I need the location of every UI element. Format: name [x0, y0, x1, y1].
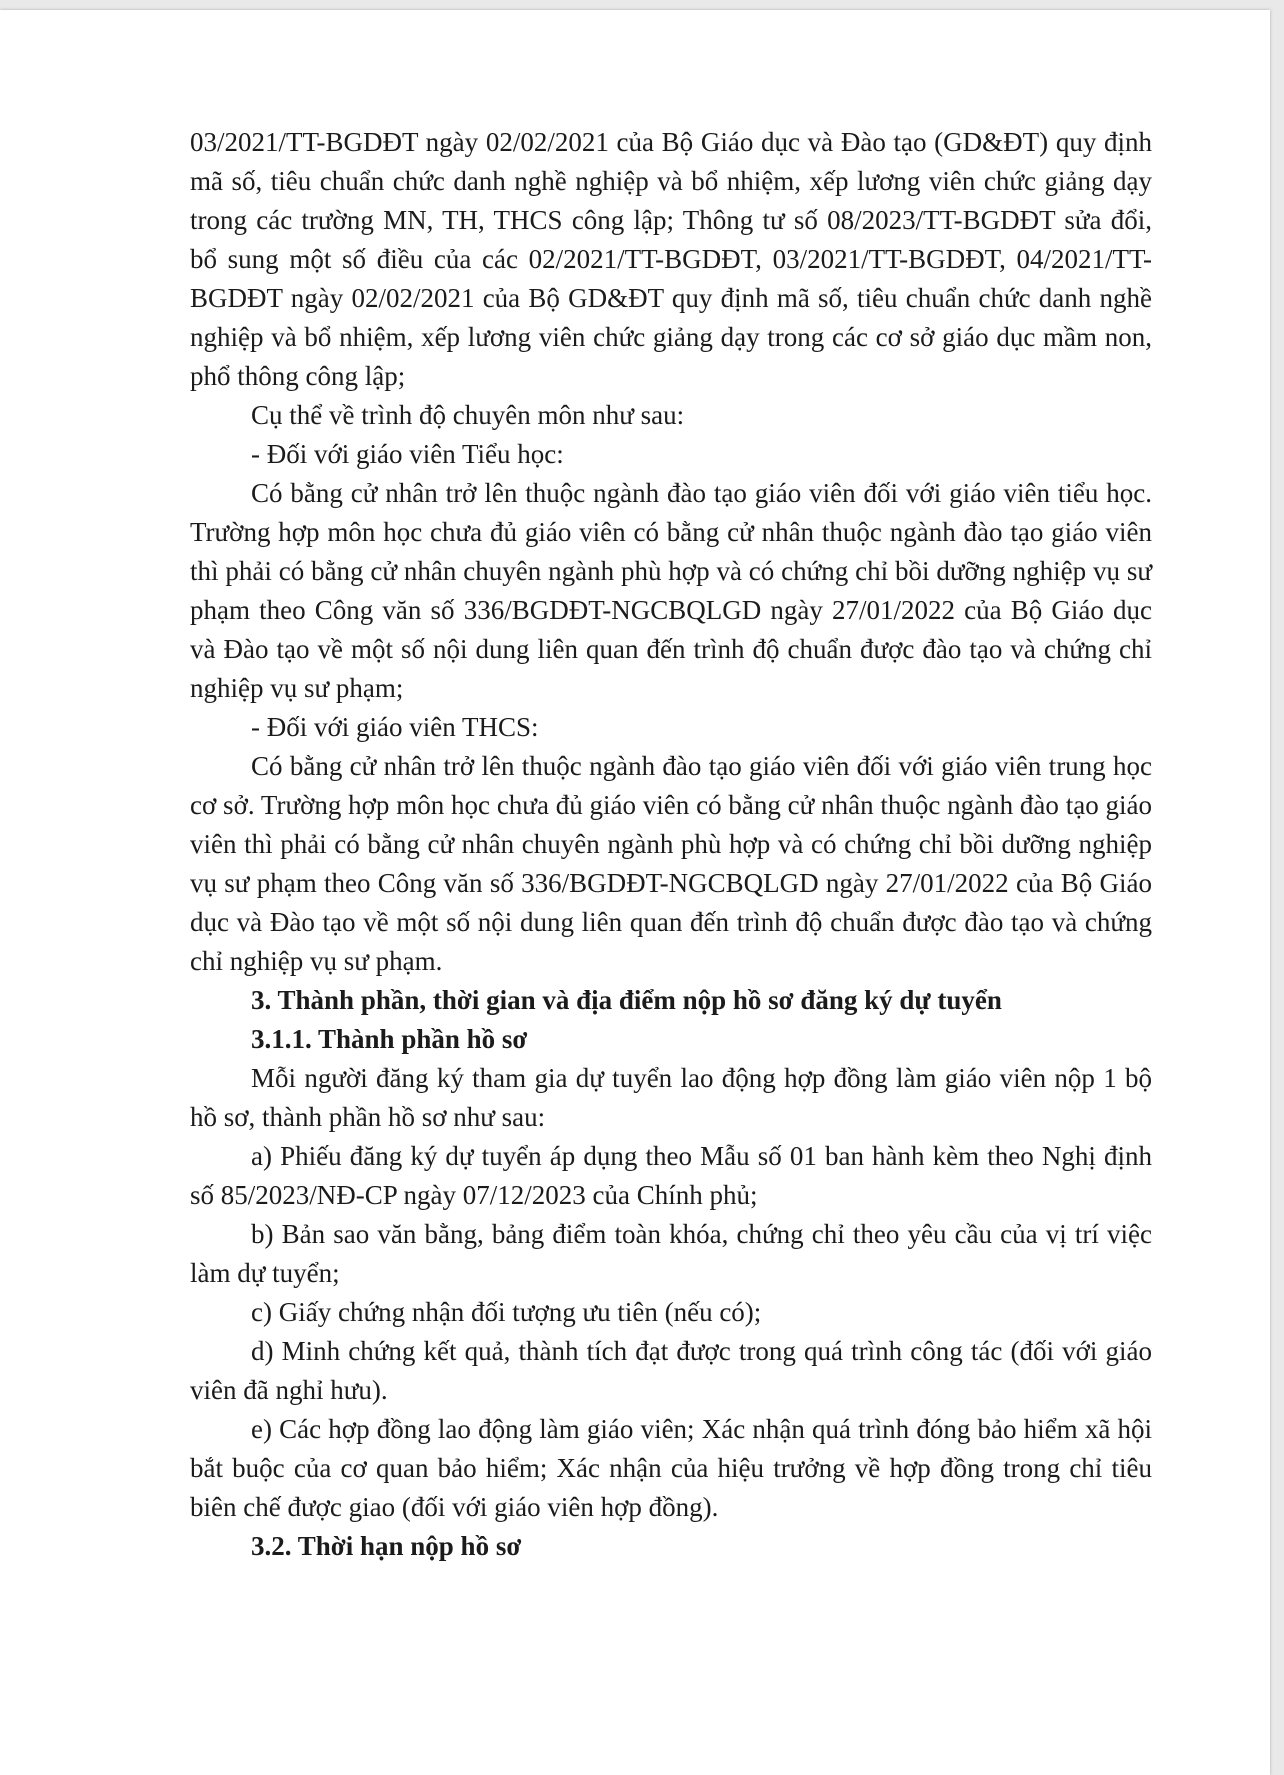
- paragraph-secondary-teacher-requirement: Có bằng cử nhân trở lên thuộc ngành đào tạo giáo viên đối với giáo viên trung học cơ sở. Trường hợp môn học chưa đủ giáo viên có bằng cử nhân thuộc ngành đào tạo giáo viên thì phải có bằng cử nhân chuyên ngành phù hợp và có chứng chỉ bồi dưỡng nghiệp vụ sư phạm theo Công văn số 336/BGDĐT-NGCBQLGD ngày 27/01/2022 của Bộ Giáo dục và Đào tạo về một số nội dung liên quan đến trình độ chuẩn được đào tạo và chứng chỉ nghiệp vụ sư phạm.: [190, 751, 1152, 976]
- paragraph-secondary-teacher-heading: - Đối với giáo viên THCS:: [251, 712, 539, 742]
- section-heading-3-1-1: 3.1.1. Thành phần hồ sơ: [251, 1024, 528, 1054]
- list-item-d: d) Minh chứng kết quả, thành tích đạt được trong quá trình công tác (đối với giáo viên đã nghỉ hưu).: [190, 1336, 1152, 1405]
- paragraph-legal-basis: 03/2021/TT-BGDĐT ngày 02/02/2021 của Bộ Giáo dục và Đào tạo (GD&ĐT) quy định mã số, tiêu chuẩn chức danh nghề nghiệp và bổ nhiệm, xếp lương viên chức giảng dạy trong các trường MN, TH, THCS công lập; Thông tư số 08/2023/TT-BGDĐT sửa đổi, bổ sung một số điều của các 02/2021/TT-BGDĐT, 03/2021/TT-BGDĐT, 04/2021/TT-BGDĐT ngày 02/02/2021 của Bộ GD&ĐT quy định mã số, tiêu chuẩn chức danh nghề nghiệp và bổ nhiệm, xếp lương viên chức giảng dạy trong các cơ sở giáo dục mầm non, phổ thông công lập;: [190, 127, 1152, 391]
- paragraph-dossier-intro: Mỗi người đăng ký tham gia dự tuyển lao động hợp đồng làm giáo viên nộp 1 bộ hồ sơ, thành phần hồ sơ như sau:: [190, 1063, 1152, 1132]
- section-heading-3: 3. Thành phần, thời gian và địa điểm nộp hồ sơ đăng ký dự tuyển: [251, 985, 1002, 1015]
- document-page: [0, 10, 1270, 1775]
- paragraph-primary-teacher-heading: - Đối với giáo viên Tiểu học:: [251, 439, 564, 469]
- section-heading-3-2: 3.2. Thời hạn nộp hồ sơ: [251, 1531, 522, 1561]
- list-item-a: a) Phiếu đăng ký dự tuyển áp dụng theo Mẫu số 01 ban hành kèm theo Nghị định số 85/2023/NĐ-CP ngày 07/12/2023 của Chính phủ;: [190, 1141, 1152, 1210]
- document-body: [190, 123, 1152, 1566]
- list-item-e: e) Các hợp đồng lao động làm giáo viên; Xác nhận quá trình đóng bảo hiểm xã hội bắt buộc của cơ quan bảo hiểm; Xác nhận của hiệu trưởng về hợp đồng trong chỉ tiêu biên chế được giao (đối với giáo viên hợp đồng).: [190, 1414, 1152, 1522]
- paragraph-primary-teacher-requirement: Có bằng cử nhân trở lên thuộc ngành đào tạo giáo viên đối với giáo viên tiểu học. Trường hợp môn học chưa đủ giáo viên có bằng cử nhân thuộc ngành đào tạo giáo viên thì phải có bằng cử nhân chuyên ngành phù hợp và có chứng chỉ bồi dưỡng nghiệp vụ sư phạm theo Công văn số 336/BGDĐT-NGCBQLGD ngày 27/01/2022 của Bộ Giáo dục và Đào tạo về một số nội dung liên quan đến trình độ chuẩn được đào tạo và chứng chỉ nghiệp vụ sư phạm;: [190, 478, 1152, 703]
- list-item-b: b) Bản sao văn bằng, bảng điểm toàn khóa, chứng chỉ theo yêu cầu của vị trí việc làm dự tuyển;: [190, 1219, 1152, 1288]
- paragraph-qualification-intro: Cụ thể về trình độ chuyên môn như sau:: [251, 400, 685, 430]
- list-item-c: c) Giấy chứng nhận đối tượng ưu tiên (nếu có);: [251, 1297, 762, 1327]
